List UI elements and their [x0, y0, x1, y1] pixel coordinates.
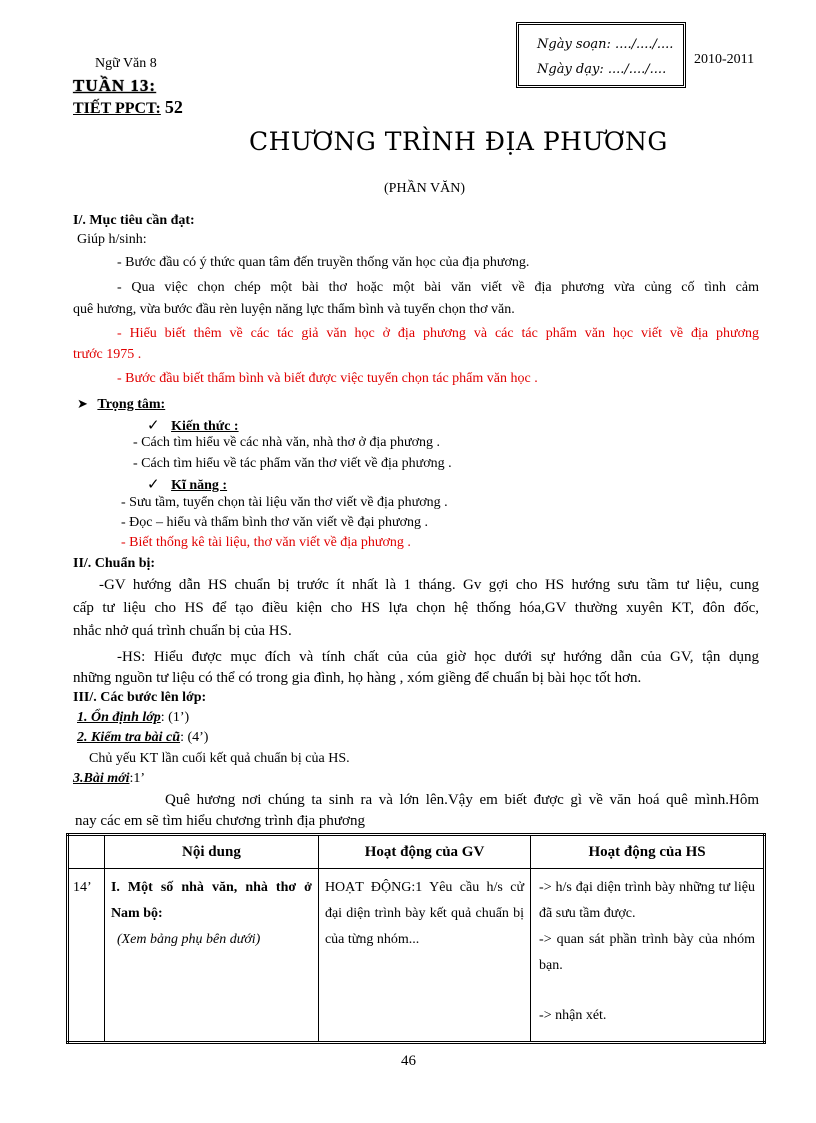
content-title: I. Một số nhà văn, nhà thơ ở Nam bộ:	[110, 880, 312, 921]
objectives-heading: I/. Mục tiêu cần đạt:	[73, 213, 195, 228]
preparation-hs-line: -HS: Hiểu được mục đích và tính chất của của giờ học dưới sự hướng dẫn của GV, tận dụng	[117, 649, 759, 665]
date-taught: Ngày dạy: ..../..../....	[537, 62, 667, 77]
header-gv: Hoạt động của GV	[318, 835, 530, 869]
preparation-heading: II/. Chuẩn bị:	[73, 556, 156, 571]
steps-heading: III/. Các bước lên lớp:	[73, 690, 207, 705]
gv-activity: HOẠT ĐỘNG:1 Yêu cầu h/s cử đại diện trình bày kết quả chuẩn bị của từng nhóm...	[324, 880, 525, 947]
knowledge-label: Kiến thức :	[171, 419, 239, 434]
step-3-intro: Quê hương nơi chúng ta sinh ra và lớn lên.Vậy em biết được gì về văn hoá quê mình.Hôm	[165, 792, 759, 808]
table-header-row	[68, 835, 765, 869]
date-prepared: Ngày soạn: ..../..../....	[537, 37, 674, 52]
subject-label: Ngữ Văn 8	[95, 56, 157, 71]
focus-line	[77, 396, 165, 413]
hs-activity: -> quan sát phần trình bày của nhóm bạn.	[539, 932, 755, 973]
skills-item: - Sưu tầm, tuyển chọn tài liệu văn thơ viết về địa phương .	[121, 495, 448, 510]
page-title: CHƯƠNG TRÌNH ĐỊA PHƯƠNG	[249, 127, 668, 156]
objective-item: - Bước đầu biết thẩm bình và biết được việc tuyển chọn tác phẩm văn học .	[117, 371, 538, 386]
focus-heading: Trọng tâm:	[97, 397, 166, 412]
step-1-time: : (1’)	[160, 710, 190, 725]
preparation-gv-line: nhắc nhở quá trình chuẩn bị của HS.	[73, 623, 292, 639]
page-number: 46	[401, 1053, 416, 1069]
page-subtitle: (PHẦN VĂN)	[384, 181, 466, 196]
step-3-intro-cont: nay các em sẽ tìm hiểu chương trình địa phương	[75, 813, 365, 829]
step-1	[77, 710, 189, 726]
preparation-gv-line: cấp tư liệu cho HS để tạo điều kiện cho HS lựa chọn hệ thống hóa,GV thường xuyên KT, đôn đốc,	[73, 600, 759, 616]
knowledge-line	[147, 416, 239, 435]
checkmark-icon: ✓	[147, 477, 160, 493]
objective-item: - Hiểu biết thêm về các tác giả văn học ở địa phương và các tác phẩm văn học viết về địa phương	[117, 326, 759, 341]
header-content: Nội dung	[104, 835, 318, 869]
period-number: 52	[164, 97, 183, 117]
school-year: 2010-2011	[694, 52, 755, 67]
header-hs: Hoạt động của HS	[531, 835, 765, 869]
hs-activity: -> h/s đại diện trình bày những tư liệu đã sưu tầm được.	[539, 880, 755, 921]
step-3	[73, 771, 145, 787]
preparation-gv-line: -GV hướng dẫn HS chuẩn bị trước ít nhất là 1 tháng. Gv gợi cho HS hướng sưu tầm tư liệu, cung	[99, 577, 759, 593]
knowledge-item: - Cách tìm hiểu về tác phẩm văn thơ viết về địa phương .	[133, 456, 452, 471]
skills-line	[147, 475, 227, 494]
header-time	[68, 835, 105, 869]
objective-item-cont: trước 1975 .	[73, 347, 142, 362]
period-label: TIẾT PPCT:	[73, 100, 161, 117]
objective-item: - Qua việc chọn chép một bài thơ hoặc một bài văn viết về địa phương vừa củng cố tình cảm	[117, 280, 759, 295]
step-2-label: 2. Kiểm tra bài cũ	[77, 730, 181, 745]
step-2-text: Chủ yếu KT lần cuối kết quả chuẩn bị của HS.	[89, 751, 350, 766]
date-box	[516, 22, 686, 88]
period-line	[73, 97, 183, 118]
skills-item: - Đọc – hiểu và thẩm bình thơ văn viết về đại phương .	[121, 515, 428, 530]
preparation-hs-line: những nguồn tư liệu có thể có trong gia đình, họ hàng , xóm giềng để chuẩn bị bài học tốt hơn.	[73, 670, 642, 686]
checkmark-icon: ✓	[147, 418, 160, 434]
objectives-intro: Giúp h/sinh:	[77, 232, 147, 247]
row-content	[104, 869, 318, 1043]
table-row	[68, 869, 765, 1043]
objective-item-cont: quê hương, vừa bước đầu rèn luyện năng lực thẩm bình và tuyển chọn thơ văn.	[73, 302, 515, 317]
arrow-bullet-icon: ➤	[77, 396, 88, 411]
skills-item-red: - Biết thống kê tài liệu, thơ văn viết về địa phương .	[121, 535, 411, 550]
step-1-label: 1. Ổn định lớp	[77, 710, 161, 725]
row-time	[68, 869, 105, 1043]
skills-label: Kĩ năng :	[171, 478, 228, 493]
week-label: TUẦN 13:	[73, 76, 157, 95]
row-time-text: 14’	[73, 880, 92, 895]
hs-activity: -> nhận xét.	[539, 1008, 607, 1023]
step-3-time: :1’	[129, 771, 146, 786]
step-2	[77, 730, 208, 746]
step-3-label: 3.Bài mới	[73, 771, 130, 786]
step-2-time: : (4’)	[180, 730, 209, 745]
objective-item: - Bước đầu có ý thức quan tâm đến truyền thống văn học của địa phương.	[117, 255, 530, 270]
row-gv	[318, 869, 530, 1043]
row-hs	[531, 869, 765, 1043]
content-note: (Xem bảng phụ bên dưới)	[116, 932, 261, 947]
lesson-table	[66, 833, 766, 1044]
knowledge-item: - Cách tìm hiểu về các nhà văn, nhà thơ ở địa phương .	[133, 435, 440, 450]
